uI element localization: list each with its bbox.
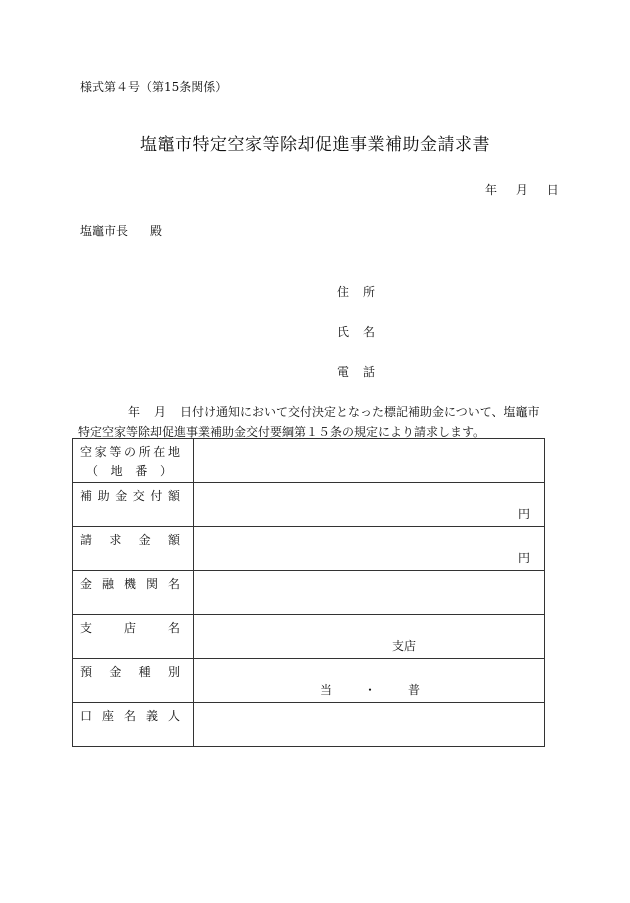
statement-month: 月 — [154, 405, 167, 419]
table-row-location — [73, 439, 545, 483]
page-title: 塩竈市特定空家等除却促進事業補助金請求書 — [140, 135, 490, 155]
date-line — [474, 181, 559, 198]
grant-amount-label: 補 助 金 交 付 額 — [73, 483, 194, 527]
deposit-type-options: 当 ・ 普 — [320, 683, 421, 697]
request-statement — [78, 402, 548, 442]
deposit-current[interactable]: 当 — [320, 683, 333, 697]
table-row-bank — [73, 571, 545, 615]
deposit-type-label: 預 金 種 別 — [73, 659, 194, 703]
yen-unit: 円 — [517, 507, 530, 521]
deposit-ordinary[interactable]: 普 — [408, 683, 421, 697]
form-number: 様式第４号（第15条関係） — [80, 80, 228, 94]
addressee — [80, 222, 162, 239]
bank-name-input[interactable] — [194, 571, 545, 615]
applicant-name-label: 氏 名 — [337, 325, 376, 339]
statement-year: 年 — [128, 405, 141, 419]
location-label: 空 家 等 の 所 在 地 （ 地 番 ） — [73, 439, 194, 483]
claim-form-table — [72, 438, 545, 747]
date-month: 月 — [515, 183, 528, 197]
table-row-branch — [73, 615, 545, 659]
account-holder-label: 口 座 名 義 人 — [73, 703, 194, 747]
applicant-address-label: 住 所 — [337, 285, 376, 299]
grant-amount-input[interactable] — [194, 483, 545, 527]
date-day: 日 — [546, 183, 559, 197]
deposit-type-input[interactable] — [194, 659, 545, 703]
statement-text: 日付け通知において交付決定となった標記補助金について、塩竈市特定空家等除却促進事業補助金交付要綱第１５条の規定により請求します。 — [78, 405, 540, 439]
claim-amount-input[interactable] — [194, 527, 545, 571]
table-row-deposit — [73, 659, 545, 703]
addressee-honorific: 殿 — [150, 224, 163, 238]
table-row-claim — [73, 527, 545, 571]
claim-amount-label: 請 求 金 額 — [73, 527, 194, 571]
date-year: 年 — [485, 183, 498, 197]
location-input[interactable] — [194, 439, 545, 483]
branch-name-input[interactable] — [194, 615, 545, 659]
branch-suffix: 支店 — [392, 639, 417, 653]
yen-unit: 円 — [517, 551, 530, 565]
applicant-phone-label: 電 話 — [337, 365, 376, 379]
table-row-grant — [73, 483, 545, 527]
branch-name-label: 支 店 名 — [73, 615, 194, 659]
account-holder-input[interactable] — [194, 703, 545, 747]
addressee-name: 塩竈市長 — [80, 224, 129, 238]
bank-name-label: 金 融 機 関 名 — [73, 571, 194, 615]
table-row-holder — [73, 703, 545, 747]
